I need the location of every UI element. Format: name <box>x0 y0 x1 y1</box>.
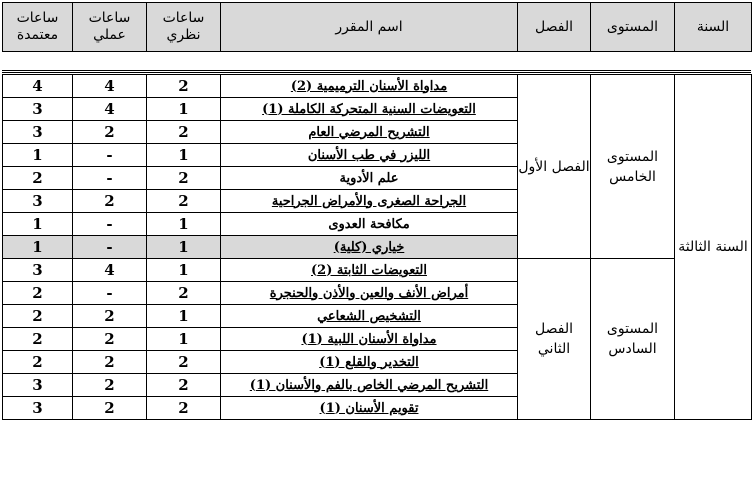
course-name-cell: الجراحة الصغرى والأمراض الجراحية <box>221 190 518 213</box>
practical-hours-cell: 2 <box>73 351 147 374</box>
theory-hours-cell: 1 <box>147 259 221 282</box>
practical-hours-cell: 4 <box>73 98 147 121</box>
theory-hours-cell: 2 <box>147 397 221 420</box>
practical-hours-cell: 2 <box>73 397 147 420</box>
course-name-cell: خياري (كلية) <box>221 236 518 259</box>
theory-hours-cell: 1 <box>147 98 221 121</box>
practical-hours-cell: - <box>73 282 147 305</box>
course-name-cell: التشريح المرضي العام <box>221 121 518 144</box>
course-name-cell: مداواة الأسنان الترميمية (2) <box>221 75 518 98</box>
theory-hours-cell: 1 <box>147 328 221 351</box>
semester-cell: الفصل الثاني <box>518 259 591 420</box>
credit-hours-cell: 3 <box>3 98 73 121</box>
credit-hours-cell: 3 <box>3 374 73 397</box>
year-cell: السنة الثالثة <box>675 75 752 420</box>
course-name-cell: التعويضات الثابتة (2) <box>221 259 518 282</box>
credit-hours-cell: 3 <box>3 121 73 144</box>
practical-hours-cell: 4 <box>73 259 147 282</box>
practical-hours-cell: - <box>73 236 147 259</box>
credit-hours-cell: 2 <box>3 167 73 190</box>
credit-hours-cell: 2 <box>3 351 73 374</box>
credit-hours-cell: 3 <box>3 397 73 420</box>
table-row <box>3 259 752 282</box>
theory-hours-cell: 2 <box>147 190 221 213</box>
practical-hours-cell: - <box>73 213 147 236</box>
table-row <box>3 75 752 98</box>
course-name-cell: أمراض الأنف والعين والأذن والحنجرة <box>221 282 518 305</box>
credit-hours-cell: 2 <box>3 305 73 328</box>
practical-hours-cell: 4 <box>73 75 147 98</box>
theory-hours-cell: 2 <box>147 282 221 305</box>
courses-table <box>2 74 752 420</box>
practical-hours-cell: 2 <box>73 305 147 328</box>
credit-hours-cell: 3 <box>3 190 73 213</box>
theory-hours-cell: 2 <box>147 167 221 190</box>
credit-hours-cell: 2 <box>3 282 73 305</box>
level-cell: المستوى السادس <box>591 259 675 420</box>
header-semester: الفصل <box>518 3 591 52</box>
practical-hours-cell: 2 <box>73 121 147 144</box>
separator-band <box>2 70 751 73</box>
header-year: السنة <box>675 3 752 52</box>
theory-hours-cell: 1 <box>147 144 221 167</box>
theory-hours-cell: 2 <box>147 351 221 374</box>
theory-hours-cell: 1 <box>147 236 221 259</box>
course-name-cell: علم الأدوية <box>221 167 518 190</box>
course-name-cell: التخدير والقلع (1) <box>221 351 518 374</box>
course-name-cell: التشخيص الشعاعي <box>221 305 518 328</box>
level-cell: المستوى الخامس <box>591 75 675 259</box>
course-name-cell: التشريح المرضي الخاص بالفم والأسنان (1) <box>221 374 518 397</box>
course-name-cell: مداواة الأسنان اللبية (1) <box>221 328 518 351</box>
header-credit-hours: ساعات معتمدة <box>3 3 73 52</box>
theory-hours-cell: 2 <box>147 121 221 144</box>
credit-hours-cell: 4 <box>3 75 73 98</box>
practical-hours-cell: 2 <box>73 374 147 397</box>
credit-hours-cell: 2 <box>3 328 73 351</box>
theory-hours-cell: 1 <box>147 213 221 236</box>
theory-hours-cell: 2 <box>147 374 221 397</box>
theory-hours-cell: 2 <box>147 75 221 98</box>
semester-cell: الفصل الأول <box>518 75 591 259</box>
course-name-cell: التعويضات السنية المتحركة الكاملة (1) <box>221 98 518 121</box>
header-practical-hours: ساعات عملي <box>73 3 147 52</box>
practical-hours-cell: 2 <box>73 328 147 351</box>
practical-hours-cell: 2 <box>73 190 147 213</box>
credit-hours-cell: 1 <box>3 144 73 167</box>
credit-hours-cell: 1 <box>3 236 73 259</box>
course-name-cell: مكافحة العدوى <box>221 213 518 236</box>
header-theory-hours: ساعات نظري <box>147 3 221 52</box>
header-level: المستوى <box>591 3 675 52</box>
header-course-name: اسم المقرر <box>221 3 518 52</box>
practical-hours-cell: - <box>73 167 147 190</box>
credit-hours-cell: 3 <box>3 259 73 282</box>
header-table <box>2 2 752 52</box>
theory-hours-cell: 1 <box>147 305 221 328</box>
course-name-cell: تقويم الأسنان (1) <box>221 397 518 420</box>
course-name-cell: الليزر في طب الأسنان <box>221 144 518 167</box>
credit-hours-cell: 1 <box>3 213 73 236</box>
practical-hours-cell: - <box>73 144 147 167</box>
